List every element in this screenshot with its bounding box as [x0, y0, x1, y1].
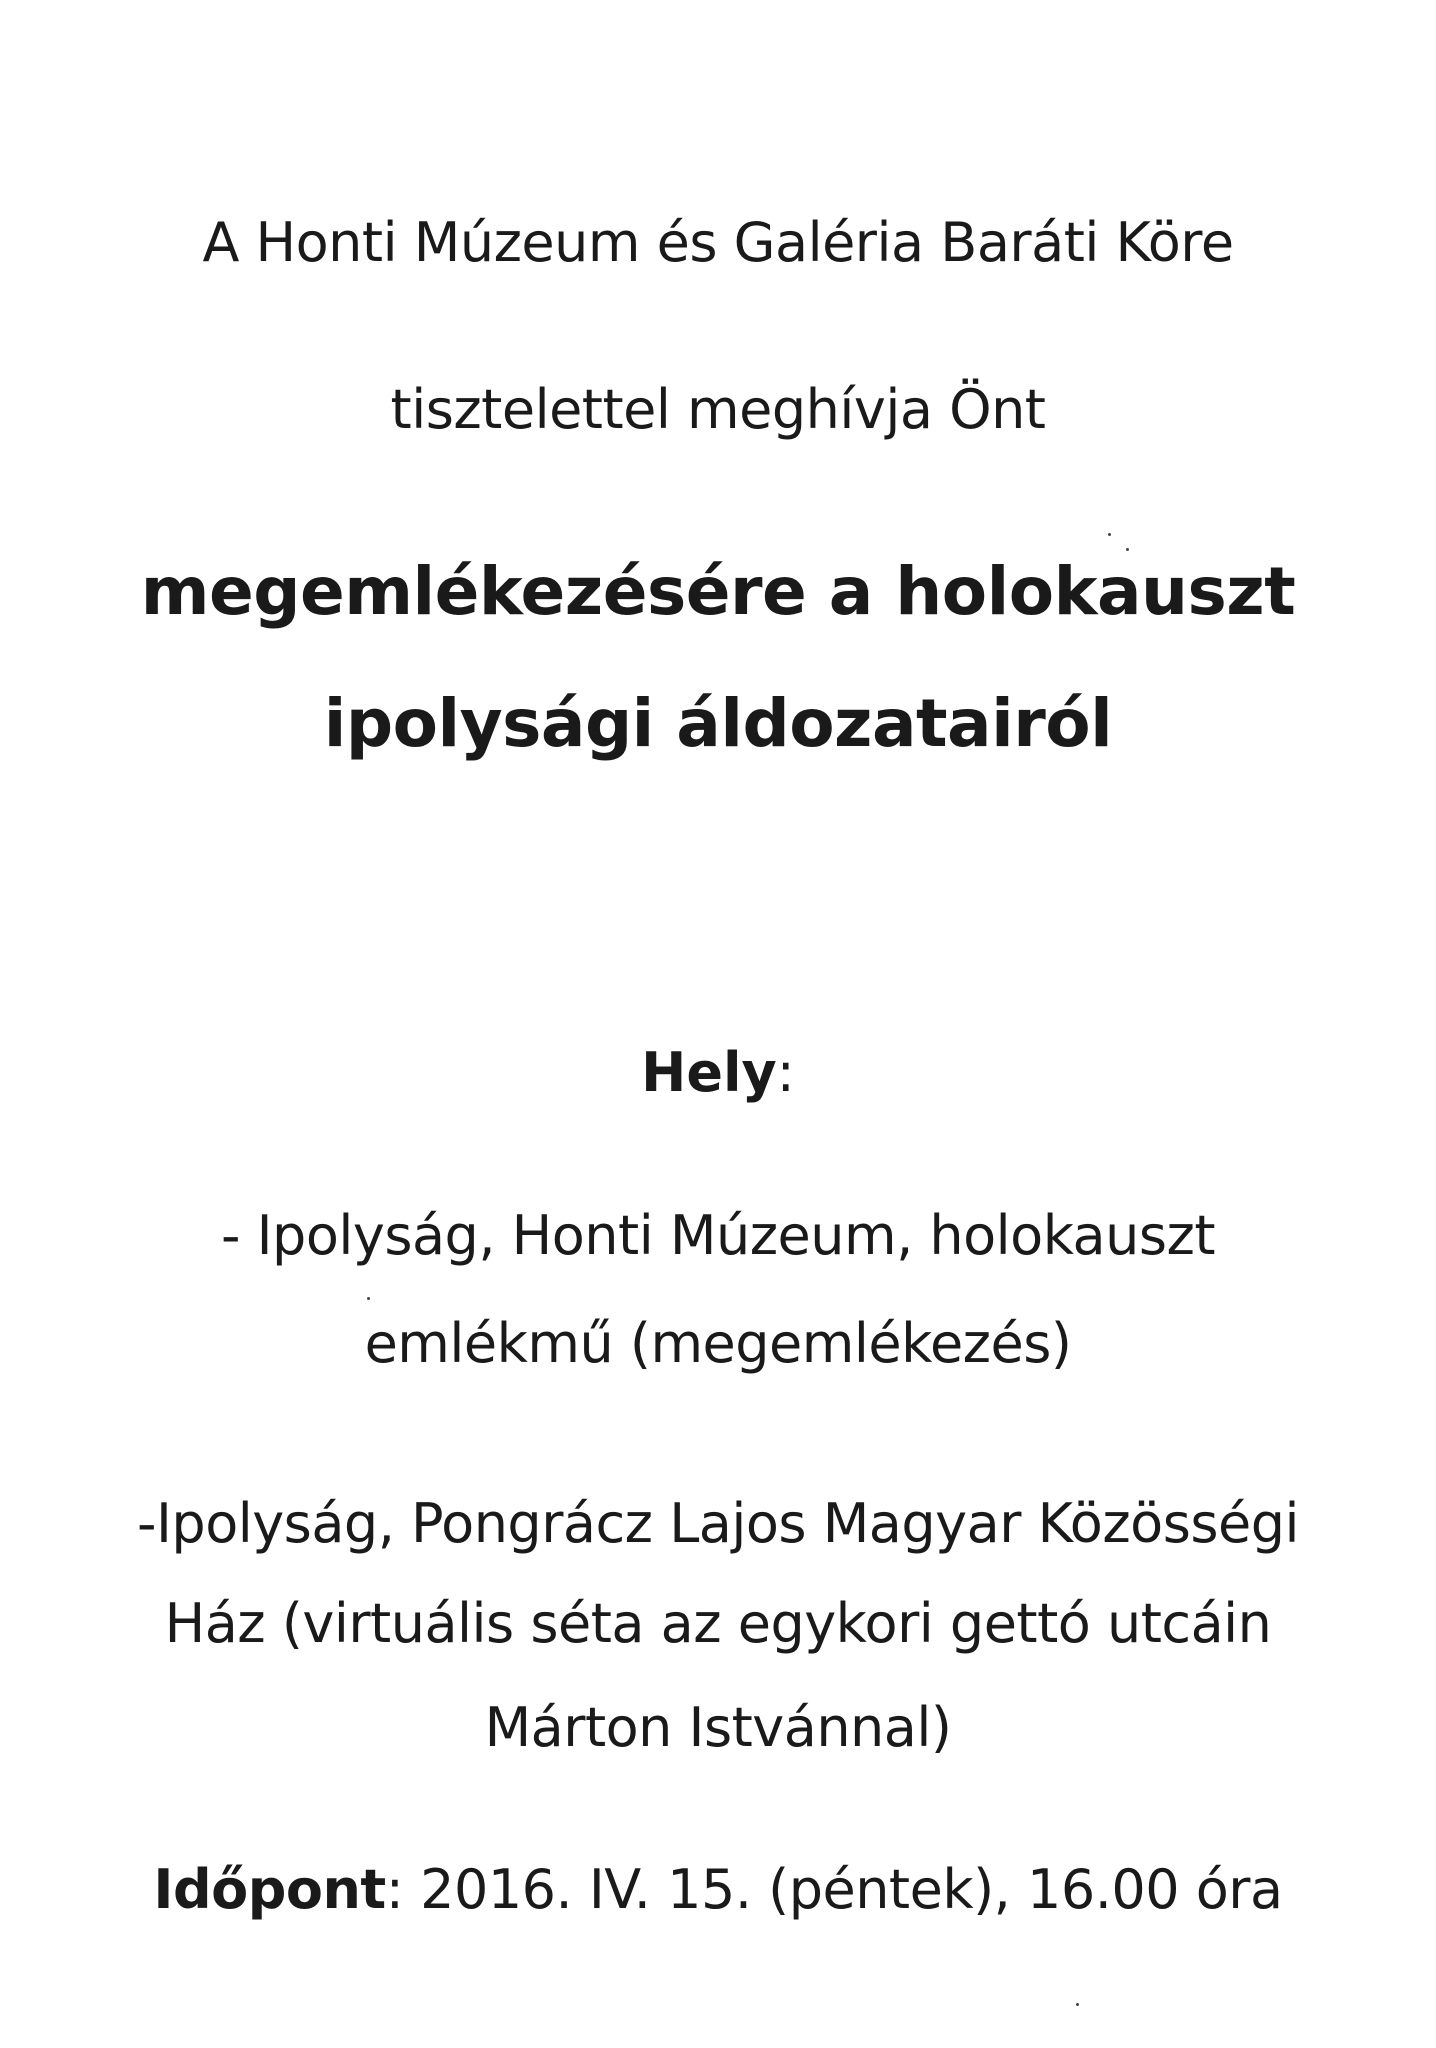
time-label: Időpont — [153, 1858, 386, 1921]
event-title-line-2: ipolysági áldozatairól — [323, 685, 1113, 762]
organizer-line: A Honti Múzeum és Galéria Baráti Köre — [202, 211, 1234, 274]
venue-2-line-3: Márton Istvánnal) — [484, 1696, 952, 1759]
scan-speck — [1126, 548, 1129, 551]
scan-speck — [1108, 533, 1111, 536]
time-value: : 2016. IV. 15. (péntek), 16.00 óra — [385, 1858, 1283, 1921]
scan-speck — [367, 1297, 370, 1300]
time-line — [0, 1858, 1436, 1921]
event-title-line-1: megemlékezésére a holokauszt — [140, 553, 1296, 630]
venue-label: Hely — [641, 1041, 777, 1104]
venue-1-line-2: emlékmű (megemlékezés) — [364, 1312, 1072, 1375]
venue-2-line-2: Ház (virtuális séta az egykori gettó utcáin — [164, 1592, 1272, 1655]
venue-colon: : — [776, 1041, 795, 1104]
venue-heading — [0, 1041, 1436, 1104]
venue-2-line-1: -Ipolyság, Pongrácz Lajos Magyar Közösségi — [137, 1492, 1299, 1555]
invite-line: tisztelettel meghívja Önt — [390, 378, 1046, 441]
scan-speck — [1076, 2003, 1079, 2006]
venue-1-line-1: - Ipolyság, Honti Múzeum, holokauszt — [220, 1204, 1216, 1267]
